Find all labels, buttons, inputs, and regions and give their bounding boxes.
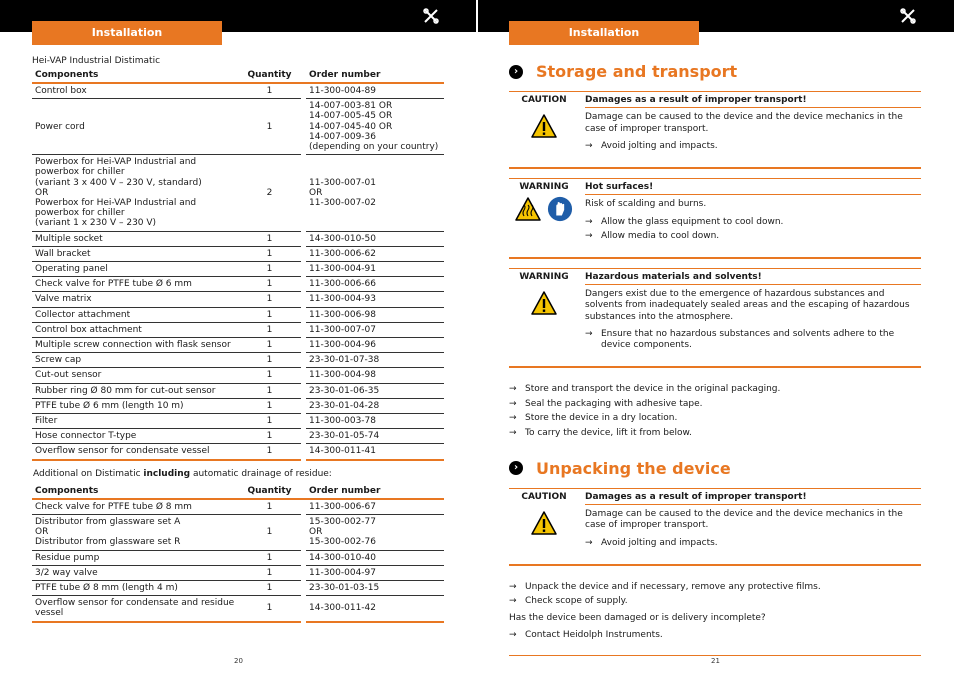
order-number-cell: 11-300-004-98 — [306, 368, 444, 383]
table-row — [32, 500, 444, 515]
order-number-cell: 11-300-004-89 — [306, 84, 444, 99]
arrow-right-icon: → — [509, 596, 517, 606]
component-cell: 3/2 way valve — [32, 566, 237, 581]
component-cell: PTFE tube Ø 8 mm (length 4 m) — [32, 581, 237, 596]
table-row — [32, 515, 444, 551]
table-row — [32, 99, 444, 155]
component-cell: Distributor from glassware set A OR Distributor from glassware set R — [32, 515, 237, 551]
unpacking-steps — [509, 582, 921, 608]
order-number-cell: 23-30-01-07-38 — [306, 353, 444, 368]
section-tab-right: Installation — [509, 21, 699, 45]
notice-title: Hazardous materials and solvents! — [585, 271, 762, 282]
component-cell: Powerbox for Hei-VAP Industrial and powerbox for chiller (variant 3 x 400 V – 230 V, standard) OR Powerbox for Hei-VAP Industrial and powerbox for chiller (variant 1 x 230 V – 230 V) — [32, 155, 237, 231]
step-text: Unpack the device and if necessary, remove any protective films. — [525, 581, 821, 592]
arrow-right-icon: → — [509, 427, 517, 438]
additional-note: Additional on Distimatic including automatic drainage of residue: — [33, 468, 332, 479]
order-number-cell: 11-300-004-91 — [306, 262, 444, 277]
signal-word: WARNING — [519, 182, 569, 192]
section-title: Unpacking the device — [536, 458, 731, 478]
order-number-cell: 11-300-006-98 — [306, 308, 444, 323]
right-page — [509, 56, 921, 656]
drainage-components-table — [32, 483, 444, 623]
notice-text: Damage can be caused to the device and the device mechanics in the case of improper transport. — [585, 112, 903, 134]
table-row — [32, 368, 444, 383]
component-cell: Control box attachment — [32, 323, 237, 338]
quantity-cell: 1 — [237, 292, 301, 307]
order-number-cell: 14-300-011-41 — [306, 444, 444, 460]
quantity-cell: 1 — [237, 596, 301, 622]
table-row — [32, 399, 444, 414]
table-row — [32, 232, 444, 247]
component-cell: Control box — [32, 84, 237, 99]
header-components: Components — [32, 67, 237, 84]
notice-action: Allow media to cool down. — [601, 230, 720, 241]
quantity-cell: 1 — [237, 429, 301, 444]
table-row — [32, 414, 444, 429]
quantity-cell: 2 — [237, 155, 301, 231]
table-row — [32, 566, 444, 581]
quantity-cell: 1 — [237, 277, 301, 292]
order-number-cell: 11-300-004-97 — [306, 566, 444, 581]
quantity-cell: 1 — [237, 384, 301, 399]
quantity-cell: 1 — [237, 247, 301, 262]
component-cell: Multiple socket — [32, 232, 237, 247]
notice-title: Damages as a result of improper transport! — [585, 491, 807, 502]
quantity-cell: 1 — [237, 232, 301, 247]
step-text: Check scope of supply. — [525, 596, 628, 606]
arrow-right-icon: → — [509, 630, 517, 640]
component-cell: Multiple screw connection with flask sensor — [32, 338, 237, 353]
chevron-right-icon: › — [509, 461, 523, 475]
order-number-cell: 23-30-01-06-35 — [306, 384, 444, 399]
arrow-right-icon: → — [509, 413, 517, 423]
quantity-cell: 1 — [237, 338, 301, 353]
table-row — [32, 551, 444, 566]
order-number-cell: 14-300-011-42 — [306, 596, 444, 622]
header-quantity: Quantity — [237, 67, 301, 84]
quantity-cell: 1 — [237, 444, 301, 460]
table-row — [32, 596, 444, 622]
chevron-right-icon: › — [509, 65, 523, 79]
arrow-right-icon: → — [585, 216, 593, 227]
order-number-cell: 11-300-006-62 — [306, 247, 444, 262]
order-number-cell: 11-300-006-66 — [306, 277, 444, 292]
component-cell: Cut-out sensor — [32, 368, 237, 383]
table-row — [32, 155, 444, 231]
component-cell: Screw cap — [32, 353, 237, 368]
component-cell: Filter — [32, 414, 237, 429]
header-components: Components — [32, 483, 237, 500]
component-cell: Rubber ring Ø 80 mm for cut-out sensor — [32, 384, 237, 399]
step-text: Store the device in a dry location. — [525, 413, 678, 423]
table-row — [32, 384, 444, 399]
quantity-cell: 1 — [237, 308, 301, 323]
order-number-cell: 23-30-01-04-28 — [306, 399, 444, 414]
components-table — [32, 67, 444, 461]
step-text: Seal the packaging with adhesive tape. — [525, 398, 703, 409]
component-cell: Hose connector T-type — [32, 429, 237, 444]
storage-steps — [509, 384, 921, 439]
step-text: Contact Heidolph Instruments. — [525, 630, 663, 640]
quantity-cell: 1 — [237, 353, 301, 368]
order-number-cell: 11-300-003-78 — [306, 414, 444, 429]
section-heading-unpacking — [509, 459, 921, 478]
notice-action: Avoid jolting and impacts. — [601, 537, 718, 548]
signal-word: CAUTION — [521, 491, 567, 502]
order-number-cell: 11-300-006-67 — [306, 500, 444, 515]
left-page — [32, 56, 444, 623]
component-cell: Overflow sensor for condensate and residue vessel — [32, 596, 237, 622]
table-row — [32, 429, 444, 444]
signal-word: WARNING — [519, 271, 569, 282]
tools-icon — [900, 8, 916, 24]
arrow-right-icon: → — [585, 329, 593, 339]
component-cell: Check valve for PTFE tube Ø 8 mm — [32, 500, 237, 515]
table-row — [32, 581, 444, 596]
arrow-right-icon: → — [509, 384, 517, 394]
caution-notice — [509, 488, 921, 566]
notice-text: Risk of scalding and burns. — [585, 199, 707, 209]
warning-notice-hazardous — [509, 268, 921, 369]
component-cell: Check valve for PTFE tube Ø 6 mm — [32, 277, 237, 292]
quantity-cell: 1 — [237, 399, 301, 414]
notice-action: Avoid jolting and impacts. — [601, 141, 718, 151]
table-row — [32, 84, 444, 99]
notice-text: Damage can be caused to the device and the device mechanics in the case of improper transport. — [585, 508, 903, 530]
arrow-right-icon: → — [585, 537, 593, 548]
component-cell: PTFE tube Ø 6 mm (length 10 m) — [32, 399, 237, 414]
order-number-cell: 11-300-007-01 OR 11-300-007-02 — [306, 155, 444, 231]
gloves-mandatory-icon — [546, 196, 574, 222]
table-row — [32, 444, 444, 460]
arrow-right-icon: → — [585, 230, 593, 241]
order-number-cell: 11-300-004-93 — [306, 292, 444, 307]
header-order-number: Order number — [306, 67, 444, 84]
component-cell: Valve matrix — [32, 292, 237, 307]
warning-notice-hot — [509, 178, 921, 259]
order-number-cell: 11-300-007-07 — [306, 323, 444, 338]
table-row — [32, 247, 444, 262]
warning-triangle-icon — [530, 510, 558, 536]
quantity-cell: 1 — [237, 84, 301, 99]
question-text: Has the device been damaged or is delivery incomplete? — [509, 613, 766, 623]
header-order-number: Order number — [306, 483, 444, 500]
component-cell: Wall bracket — [32, 247, 237, 262]
component-cell: Residue pump — [32, 551, 237, 566]
quantity-cell: 1 — [237, 500, 301, 515]
table-row — [32, 262, 444, 277]
warning-triangle-icon — [530, 290, 558, 316]
table-intro: Hei-VAP Industrial Distimatic — [32, 56, 161, 66]
notice-action: Ensure that no hazardous substances and solvents adhere to the device components. — [601, 329, 895, 350]
notice-text: Dangers exist due to the emergence of hazardous substances and solvents from inadequately sealed areas and the escaping of hazardous substances into the atmosphere. — [585, 288, 910, 322]
order-number-cell: 23-30-01-05-74 — [306, 429, 444, 444]
caution-notice — [509, 91, 921, 169]
page-number-left: 20 — [234, 657, 243, 665]
order-number-cell: 15-300-002-77 OR 15-300-002-76 — [306, 515, 444, 551]
order-number-cell: 11-300-004-96 — [306, 338, 444, 353]
quantity-cell: 1 — [237, 414, 301, 429]
warning-triangle-icon — [530, 113, 558, 139]
signal-word: CAUTION — [521, 95, 567, 105]
order-number-cell: 14-300-010-40 — [306, 551, 444, 566]
notice-title: Damages as a result of improper transport! — [585, 95, 807, 105]
quantity-cell: 1 — [237, 566, 301, 581]
notice-title: Hot surfaces! — [585, 182, 654, 192]
quantity-cell: 1 — [237, 581, 301, 596]
component-cell: Operating panel — [32, 262, 237, 277]
quantity-cell: 1 — [237, 551, 301, 566]
arrow-right-icon: → — [585, 141, 593, 151]
section-title: Storage and transport — [536, 62, 738, 81]
arrow-right-icon: → — [509, 398, 517, 409]
quantity-cell: 1 — [237, 323, 301, 338]
step-text: To carry the device, lift it from below. — [525, 427, 692, 438]
arrow-right-icon: → — [509, 581, 517, 592]
section-heading-storage — [509, 62, 921, 81]
table-row — [32, 338, 444, 353]
notice-action: Allow the glass equipment to cool down. — [601, 216, 784, 227]
quantity-cell: 1 — [237, 515, 301, 551]
page-number-right: 21 — [711, 657, 720, 665]
step-text: Store and transport the device in the original packaging. — [525, 384, 781, 394]
quantity-cell: 1 — [237, 99, 301, 155]
table-row — [32, 277, 444, 292]
table-row — [32, 323, 444, 338]
header-quantity: Quantity — [237, 483, 301, 500]
quantity-cell: 1 — [237, 262, 301, 277]
component-cell: Collector attachment — [32, 308, 237, 323]
tools-icon — [423, 8, 439, 24]
quantity-cell: 1 — [237, 368, 301, 383]
order-number-cell: 14-007-003-81 OR 14-007-005-45 OR 14-007-045-40 OR 14-007-009-36 (depending on your country) — [306, 99, 444, 155]
order-number-cell: 23-30-01-03-15 — [306, 581, 444, 596]
table-row — [32, 292, 444, 307]
table-row — [32, 353, 444, 368]
component-cell: Overflow sensor for condensate vessel — [32, 444, 237, 460]
component-cell: Power cord — [32, 99, 237, 155]
section-tab-left: Installation — [32, 21, 222, 45]
order-number-cell: 14-300-010-50 — [306, 232, 444, 247]
hot-surface-icon — [514, 196, 542, 222]
table-row — [32, 308, 444, 323]
